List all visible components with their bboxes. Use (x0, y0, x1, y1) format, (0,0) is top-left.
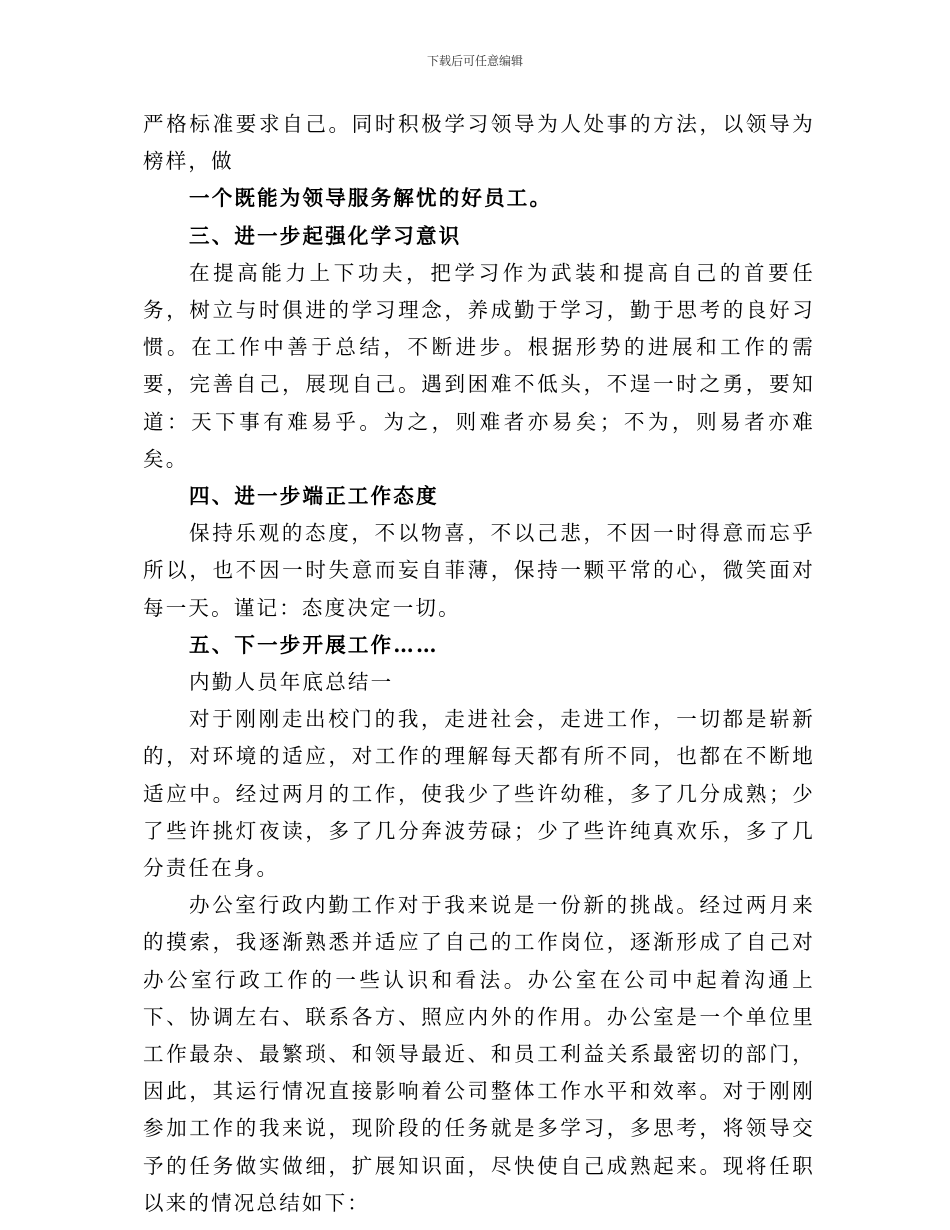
paragraph-learning: 在提高能力上下功夫，把学习作为武装和提高自己的首要任务，树立与时俱进的学习理念，养成勤于学习，勤于思考的良好习惯。在工作中善于总结，不断进步。根据形势的进展和工作的需要，完善自己，展现自己。遇到困难不低头，不逞一时之勇，要知道：天下事有难易乎。为之，则难者亦易矣；不为，则易者亦难矣。 (143, 260, 815, 471)
document-body (143, 106, 815, 1222)
paragraph-attitude: 保持乐观的态度，不以物喜，不以己悲，不因一时得意而忘乎所以，也不因一时失意而妄自菲薄，保持一颗平常的心，微笑面对每一天。谨记：态度决定一切。 (143, 521, 815, 620)
paragraph-intro: 对于刚刚走出校门的我，走进社会，走进工作，一切都是崭新的，对环境的适应，对工作的理解每天都有所不同，也都在不断地适应中。经过两月的工作，使我少了些许幼稚，多了几分成熟；少了些许挑灯夜读，多了几分奔波劳碌；少了些许纯真欢乐，多了几分责任在身。 (143, 707, 815, 881)
page-header: 下载后可任意编辑 (426, 54, 523, 68)
section-heading-4: 四、进一步端正工作态度 (189, 484, 439, 509)
paragraph-bold-sentence: 一个既能为领导服务解忧的好员工。 (189, 186, 553, 211)
document-subtitle: 内勤人员年底总结一 (189, 670, 394, 695)
section-heading-3: 三、进一步起强化学习意识 (189, 223, 462, 248)
paragraph-office-work: 办公室行政内勤工作对于我来说是一份新的挑战。经过两月来的摸索，我逐渐熟悉并适应了自己的工作岗位，逐渐形成了自己对办公室行政工作的一些认识和看法。办公室在公司中起着沟通上下、协调左右、联系各方、照应内外的作用。办公室是一个单位里工作最杂、最繁琐、和领导最近、和员工利益关系最密切的部门，因此，其运行情况直接影响着公司整体工作水平和效率。对于刚刚参加工作的我来说，现阶段的任务就是多学习，多思考，将领导交予的任务做实做细，扩展知识面，尽快使自己成熟起来。现将任职以来的情况总结如下： (143, 893, 815, 1215)
section-heading-5: 五、下一步开展工作…… (189, 632, 439, 657)
paragraph-continued: 严格标准要求自己。同时积极学习领导为人处事的方法，以领导为榜样，做 (143, 112, 815, 174)
